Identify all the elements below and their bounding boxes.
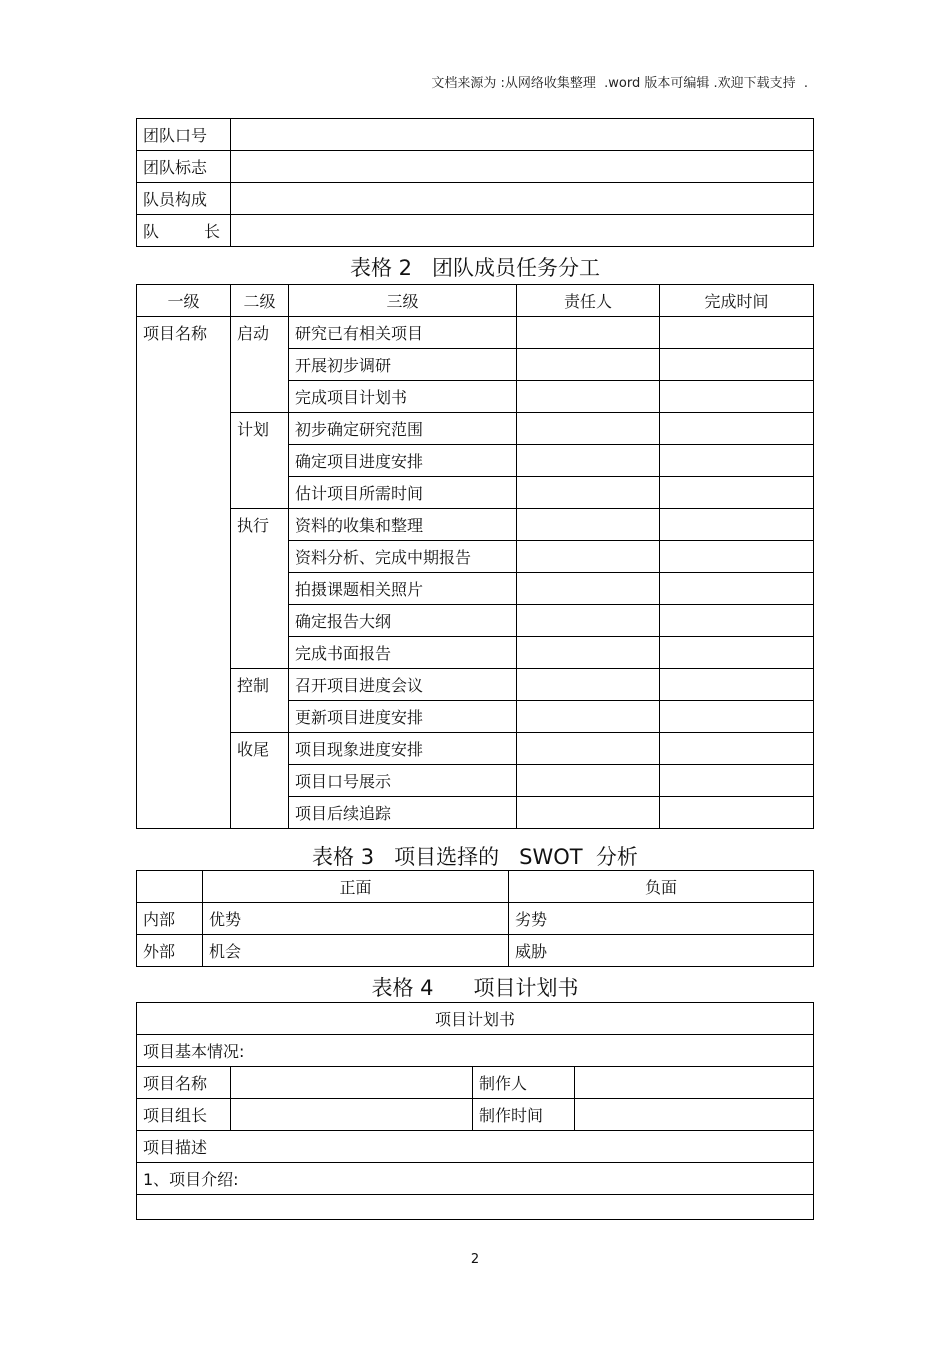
row-label-leader — [137, 215, 231, 247]
owner-cell[interactable] — [517, 445, 660, 477]
header-owner: 责任人 — [517, 285, 660, 317]
owner-cell[interactable] — [517, 509, 660, 541]
table-header-row — [137, 285, 814, 317]
swot-cell[interactable]: 优势 — [203, 903, 509, 935]
table2-caption: 表格 2 团队成员任务分工 — [349, 256, 601, 280]
owner-cell[interactable] — [517, 381, 660, 413]
level3-task: 拍摄课题相关照片 — [289, 573, 517, 605]
header-level1: 一级 — [137, 285, 231, 317]
level3-task: 确定项目进度安排 — [289, 445, 517, 477]
header-deadline: 完成时间 — [660, 285, 814, 317]
table3-caption: 表格 3 项目选择的 SWOT 分析 — [312, 845, 638, 869]
deadline-cell[interactable] — [660, 669, 814, 701]
level3-task: 项目后续追踪 — [289, 797, 517, 829]
swot-cell[interactable]: 机会 — [203, 935, 509, 967]
deadline-cell[interactable] — [660, 797, 814, 829]
owner-cell[interactable] — [517, 573, 660, 605]
leader-label: 项目组长 — [137, 1099, 231, 1131]
table-row — [137, 509, 814, 541]
deadline-cell[interactable] — [660, 509, 814, 541]
table-row — [137, 1003, 814, 1035]
project-name-field[interactable] — [231, 1067, 473, 1099]
level3-task: 研究已有相关项目 — [289, 317, 517, 349]
level3-task: 完成书面报告 — [289, 637, 517, 669]
table-row — [137, 215, 814, 247]
level2-cell: 计划 — [231, 413, 289, 509]
owner-cell[interactable] — [517, 605, 660, 637]
table4-caption: 表格 4 项目计划书 — [371, 976, 579, 1000]
owner-cell[interactable] — [517, 349, 660, 381]
row-label: 团队口号 — [137, 119, 231, 151]
row-label: 队员构成 — [137, 183, 231, 215]
header-level2: 二级 — [231, 285, 289, 317]
table-row — [137, 935, 814, 967]
team-info-table — [136, 118, 814, 247]
owner-cell[interactable] — [517, 733, 660, 765]
owner-cell[interactable] — [517, 637, 660, 669]
owner-cell[interactable] — [517, 669, 660, 701]
page-header: 文档来源为 :从网络收集整理 .word 版本可编辑 .欢迎下载支持 . — [431, 76, 808, 91]
level3-task: 资料的收集和整理 — [289, 509, 517, 541]
level3-task: 初步确定研究范围 — [289, 413, 517, 445]
value-cell[interactable] — [231, 183, 814, 215]
leader-char-1: 队 — [143, 222, 160, 241]
swot-cell[interactable]: 劣势 — [509, 903, 814, 935]
basic-info-label: 项目基本情况: — [137, 1035, 814, 1067]
table-row — [137, 183, 814, 215]
level2-cell: 执行 — [231, 509, 289, 669]
level3-task: 项目口号展示 — [289, 765, 517, 797]
table-row — [137, 1131, 814, 1163]
owner-cell[interactable] — [517, 701, 660, 733]
owner-cell[interactable] — [517, 413, 660, 445]
table-row — [137, 151, 814, 183]
owner-cell[interactable] — [517, 765, 660, 797]
deadline-cell[interactable] — [660, 445, 814, 477]
table-row — [137, 1163, 814, 1195]
intro-label: 1、项目介绍: — [137, 1163, 814, 1195]
value-cell[interactable] — [231, 119, 814, 151]
table-row — [137, 1067, 814, 1099]
owner-cell[interactable] — [517, 541, 660, 573]
task-division-table — [136, 284, 814, 829]
table-row — [137, 1035, 814, 1067]
level3-task: 确定报告大纲 — [289, 605, 517, 637]
row-label: 外部 — [137, 935, 203, 967]
row-label: 团队标志 — [137, 151, 231, 183]
maker-label: 制作人 — [473, 1067, 575, 1099]
header-positive: 正面 — [203, 871, 509, 903]
deadline-cell[interactable] — [660, 733, 814, 765]
owner-cell[interactable] — [517, 317, 660, 349]
time-label: 制作时间 — [473, 1099, 575, 1131]
owner-cell[interactable] — [517, 477, 660, 509]
owner-cell[interactable] — [517, 797, 660, 829]
maker-field[interactable] — [575, 1067, 814, 1099]
intro-field[interactable] — [137, 1195, 814, 1220]
row-label: 内部 — [137, 903, 203, 935]
table-row — [137, 413, 814, 445]
table-header-row — [137, 871, 814, 903]
project-plan-table — [136, 1002, 814, 1220]
level3-task: 完成项目计划书 — [289, 381, 517, 413]
deadline-cell[interactable] — [660, 477, 814, 509]
plan-title: 项目计划书 — [137, 1003, 814, 1035]
level3-task: 项目现象进度安排 — [289, 733, 517, 765]
table-row — [137, 669, 814, 701]
level2-cell: 启动 — [231, 317, 289, 413]
deadline-cell[interactable] — [660, 349, 814, 381]
level3-task: 估计项目所需时间 — [289, 477, 517, 509]
header-level3: 三级 — [289, 285, 517, 317]
page-number: 2 — [470, 1252, 480, 1267]
level3-task: 召开项目进度会议 — [289, 669, 517, 701]
deadline-cell[interactable] — [660, 317, 814, 349]
deadline-cell[interactable] — [660, 541, 814, 573]
deadline-cell[interactable] — [660, 765, 814, 797]
level2-cell: 收尾 — [231, 733, 289, 829]
deadline-cell[interactable] — [660, 573, 814, 605]
header-negative: 负面 — [509, 871, 814, 903]
swot-table — [136, 870, 814, 967]
deadline-cell[interactable] — [660, 413, 814, 445]
level1-cell: 项目名称 — [137, 317, 231, 829]
deadline-cell[interactable] — [660, 605, 814, 637]
level3-task: 开展初步调研 — [289, 349, 517, 381]
swot-cell[interactable]: 威胁 — [509, 935, 814, 967]
table-row — [137, 733, 814, 765]
table-row — [137, 1195, 814, 1220]
leader-field[interactable] — [231, 1099, 473, 1131]
project-name-label: 项目名称 — [137, 1067, 231, 1099]
table-row — [137, 1099, 814, 1131]
leader-char-2: 长 — [203, 222, 220, 241]
table-row — [137, 119, 814, 151]
level2-cell: 控制 — [231, 669, 289, 733]
deadline-cell[interactable] — [660, 637, 814, 669]
level3-task: 资料分析、完成中期报告 — [289, 541, 517, 573]
deadline-cell[interactable] — [660, 381, 814, 413]
time-field[interactable] — [575, 1099, 814, 1131]
value-cell[interactable] — [231, 151, 814, 183]
deadline-cell[interactable] — [660, 701, 814, 733]
description-label: 项目描述 — [137, 1131, 814, 1163]
table-row — [137, 317, 814, 349]
table-row — [137, 903, 814, 935]
value-cell[interactable] — [231, 215, 814, 247]
corner-cell — [137, 871, 203, 903]
level3-task: 更新项目进度安排 — [289, 701, 517, 733]
